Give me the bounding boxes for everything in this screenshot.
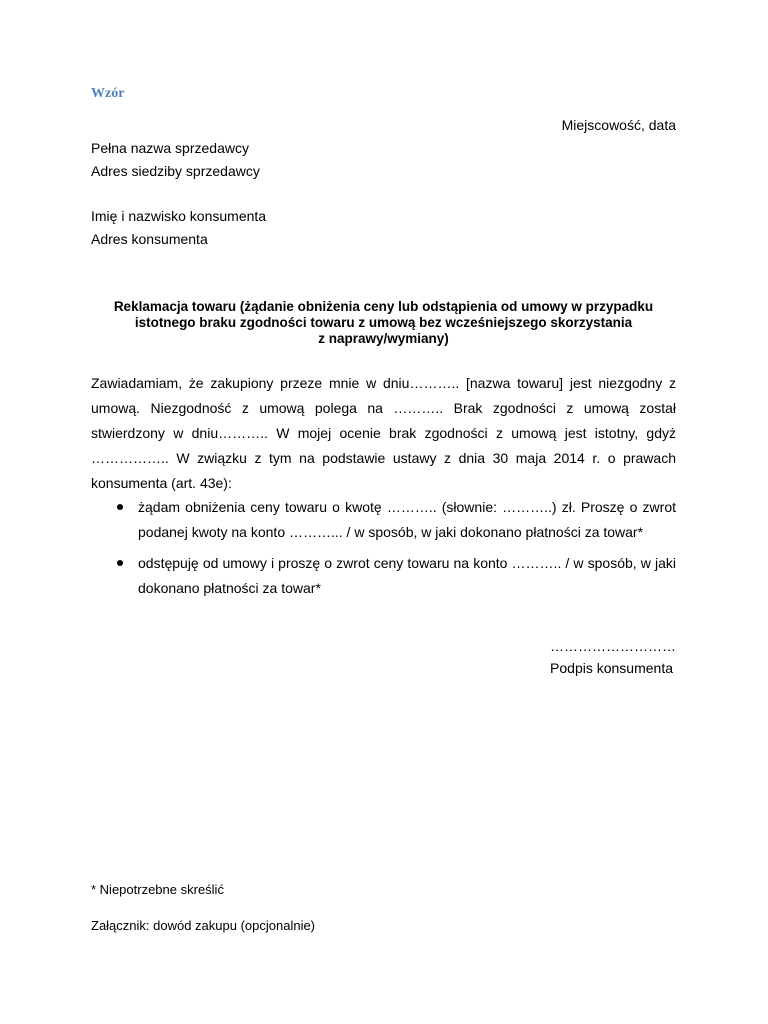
document-title [91, 299, 676, 347]
title-line-1: Reklamacja towaru (żądanie obniżenia ceny lub odstąpienia od umowy w przypadku [113, 299, 654, 314]
place-date: Miejscowość, data [561, 117, 676, 133]
consumer-block [91, 205, 266, 250]
list-item [91, 495, 676, 545]
options-list [91, 495, 676, 607]
seller-block [91, 137, 260, 182]
title-line-3: z naprawy/wymiany) [318, 331, 449, 346]
signature-line: ……………………… [550, 638, 676, 654]
body-paragraph: Zawiadamiam, że zakupiony przeze mnie w dniu……….. [nazwa towaru] jest niezgodny z umową. Niezgodność z umową polega na ……….. Brak zgodności z umową został stwierdzony w dniu……….. W mojej ocenie brak zgodności z umową jest istotny, gdyż …………….. W związku z tym na podstawie ustawy z dnia 30 maja 2014 r. o prawach konsumenta (art. 43e): [91, 375, 676, 491]
footnote: * Niepotrzebne skreślić [91, 882, 224, 897]
consumer-name: Imię i nazwisko konsumenta [91, 208, 267, 224]
bullet-icon [117, 504, 123, 510]
option-text-withdraw: odstępuję od umowy i proszę o zwrot ceny towaru na konto ……….. / w sposób, w jaki dokonano płatności za towar* [138, 555, 676, 596]
seller-name: Pełna nazwa sprzedawcy [91, 140, 249, 156]
consumer-address: Adres konsumenta [91, 230, 208, 247]
attachment-note: Załącznik: dowód zakupu (opcjonalnie) [91, 918, 316, 933]
title-line-2: istotnego braku zgodności towaru z umową bez wcześniejszego skorzystania [134, 315, 633, 330]
template-label: Wzór [91, 86, 125, 101]
list-item [91, 551, 676, 601]
option-text-reduce-price: żądam obniżenia ceny towaru o kwotę ……….. (słownie: ………..) zł. Proszę o zwrot podanej kwoty na konto ………... / w sposób, w jaki dokonano płatności za towar* [138, 499, 676, 540]
signature-label: Podpis konsumenta [550, 660, 673, 676]
bullet-icon [117, 560, 123, 566]
seller-address: Adres siedziby sprzedawcy [91, 162, 260, 179]
